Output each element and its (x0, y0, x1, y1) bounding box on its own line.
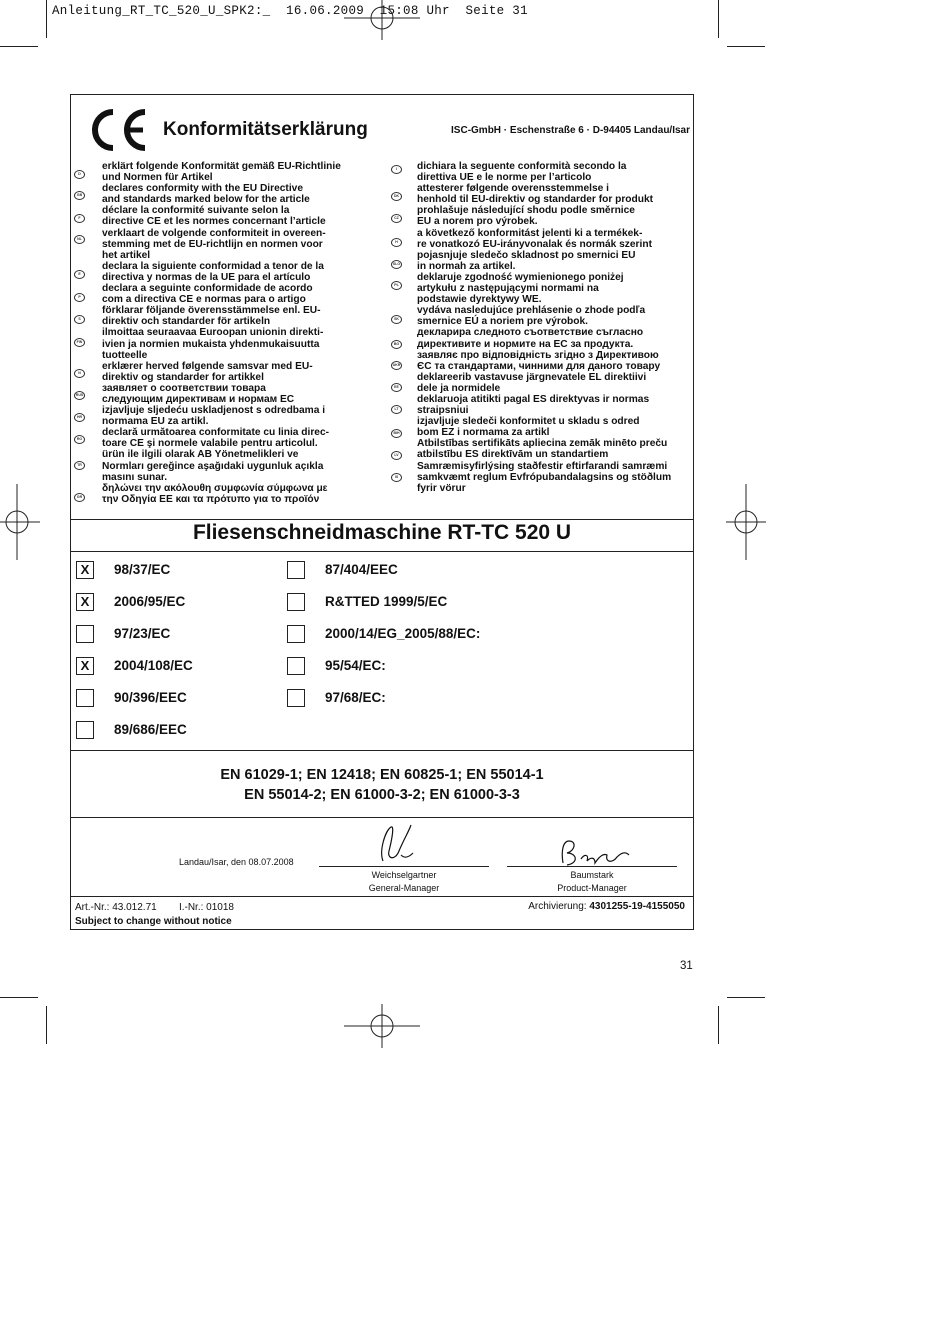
language-code-badge: CZ (391, 214, 402, 223)
registration-mark-top (344, 0, 420, 40)
declaration-line: заявляє про відповідність згідно з Директивою (417, 349, 659, 361)
language-code-badge: N (74, 369, 85, 378)
language-code-badge: RO (74, 435, 85, 444)
declaration-line: artykułu z następującymi normami na (417, 283, 599, 295)
language-code-badge: S (74, 315, 85, 324)
language-code-badge: HR (74, 413, 85, 422)
directive-label: 90/396/EEC (114, 690, 187, 705)
declaration-line: δηλώνει την ακόλουθη συμφωνία σύμφωνα με (102, 482, 328, 494)
declaration-line: Normları gereğince aşağıdaki uygunluk açıkla (102, 460, 324, 472)
language-code-badge: DK (391, 192, 402, 201)
language-code-badge: IS (391, 473, 402, 482)
declaration-line: straipsniui (417, 405, 469, 417)
directive-label: 97/23/EC (114, 626, 171, 641)
signer-2 (507, 869, 677, 894)
archive-info (528, 901, 685, 912)
language-code-badge: FIN (74, 338, 85, 347)
language-code-badge: EE (391, 383, 402, 392)
ce-mark-icon (85, 107, 149, 153)
declaration-line: erklärt folgende Konformität gemäß EU-Richtlinie (102, 161, 341, 172)
signer-1-name: Weichselgartner (371, 870, 437, 880)
directive-label: 87/404/EEC (325, 562, 398, 577)
declaration-line: normama EU za artikl. (102, 416, 209, 428)
declaration-line: следующим директивам и нормам ЕС (102, 393, 295, 405)
directive-label: 97/68/EC: (325, 690, 386, 705)
language-code-badge: I (391, 165, 402, 174)
directive-label: 95/54/EC: (325, 658, 386, 673)
language-code-badge: GR (74, 493, 85, 502)
declaration-line: директивите и нормите на ЕС за продукта. (417, 338, 634, 350)
directive-label: 2004/108/EC (114, 658, 193, 673)
language-code-badge: SK (391, 315, 402, 324)
declaration-line: podstawie dyrektywy WE. (417, 294, 542, 306)
directive-checkbox (76, 689, 94, 707)
declaration-line: re vonatkozó EU-irányvonalak és normák szerint (417, 238, 652, 250)
registration-mark-right (726, 484, 766, 560)
directive-label: 89/686/EEC (114, 722, 187, 737)
print-header: Anleitung_RT_TC_520_U_SPK2:_ 16.06.2009 15:08 Uhr Seite 31 (52, 4, 528, 18)
declaration-line: ivien ja normien mukaista yhdenmukaisuutta (102, 338, 320, 350)
directive-checkbox (287, 561, 305, 579)
declaration-line: fyrir vörur (417, 482, 466, 494)
declaration-line: direttiva UE e le norme per l’articolo (417, 172, 592, 184)
registration-mark-bottom (344, 1004, 420, 1048)
directive-checkbox: X (76, 561, 94, 579)
language-code-badge: E (74, 270, 85, 279)
language-code-badge: D (74, 170, 85, 179)
declaration-line: заявляет о соответствии товара (102, 382, 266, 394)
language-code-badge: H (391, 238, 402, 247)
harmonized-standards (71, 765, 693, 805)
declaration-line: masını sunar. (102, 471, 168, 483)
ident-number: I.-Nr.: 01018 (178, 902, 234, 913)
declaration-line: ürün ile ilgili olarak AB Yönetmelikleri ve (102, 449, 299, 461)
declaration-line: vydáva nasledujúce prehlásenie o zhode podľa (417, 305, 646, 317)
declaration-line: direktiv och standarder för artikeln (102, 316, 271, 328)
declaration-line: henhold til EU-direktiv og standarder for produkt (417, 194, 654, 206)
declaration-line: toare CE şi normele valabile pentru articolul. (102, 438, 318, 450)
declaration-line: izjavljuje sljedeću uskladjenost s odredbama i (102, 405, 326, 417)
directive-checkbox (287, 625, 305, 643)
declaration-line: direktiv og standarder for artikkel (102, 371, 264, 383)
declaration-line: pojasnjuje sledečo skladnost po smernici EU (417, 249, 636, 261)
declaration-line: Samræmisyfirlýsing staðfestir eftirfarandi samræmi (417, 460, 668, 472)
signer-1-role: General-Manager (368, 882, 440, 893)
archive-number: 4301255-19-4155050 (589, 901, 685, 912)
declaration-line: deklaruje zgodność wymienionego poniżej (417, 271, 624, 283)
declaration-line: prohlašuje následující shodu podle směrnice (417, 205, 635, 217)
declaration-line: declară următoarea conformitate cu linia direc- (102, 427, 330, 439)
directive-checkbox: X (76, 593, 94, 611)
signature-1-image (361, 821, 431, 871)
language-code-badge: NL (74, 235, 85, 244)
language-code-badge: TR (74, 461, 85, 470)
conformity-declaration (70, 94, 694, 930)
company-address: ISC-GmbH · Eschenstraße 6 · D-94405 Landau/Isar (451, 125, 690, 136)
declaration-line: dichiara la seguente conformità secondo la (417, 161, 627, 172)
directive-checkbox (76, 625, 94, 643)
signer-2-role: Product-Manager (557, 882, 627, 893)
change-notice: Subject to change without notice (75, 915, 232, 927)
declaration-line: deklareerib vastavuse järgnevatele EL direktiivi (417, 371, 647, 383)
declaration-line: tuotteelle (102, 349, 148, 361)
signer-2-name: Baumstark (570, 870, 614, 880)
declaration-line: stemming met de EU-richtlijn en normen voor (102, 238, 323, 250)
directive-checkbox (287, 593, 305, 611)
registration-mark-left (0, 484, 40, 560)
declaration-line: ilmoittaa seuraavaa Euroopan unionin direkti- (102, 327, 324, 339)
document-title: Konformitätserklärung (163, 119, 368, 140)
declaration-line: verklaart de volgende conformiteit in overeen- (102, 227, 326, 239)
product-name: Fliesenschneidmaschine RT-TC 520 U (192, 521, 572, 544)
language-code-badge: LV (391, 451, 402, 460)
declaration-line: com a directiva CE e normas para o artigo (102, 294, 306, 306)
declaration-line: und Normen für Artikel (102, 172, 213, 184)
standards-line-1: EN 61029-1; EN 12418; EN 60825-1; EN 55014-1 (220, 767, 544, 783)
declaration-line: декларира следното съответствие съгласно (417, 327, 644, 339)
directive-checkbox (76, 721, 94, 739)
archive-label: Archivierung: (528, 901, 587, 912)
language-code-badge: PL (391, 281, 402, 290)
language-code-badge: P (74, 293, 85, 302)
article-info (75, 901, 234, 928)
declaration-line: het artikel (102, 249, 151, 261)
declaration-line: deklaruoja atitikti pagal ES direktyvas ir normas (417, 393, 650, 405)
declaration-line: izjavljuje sledeči konformitet u skladu s odred (417, 416, 640, 428)
directive-label: 2000/14/EG_2005/88/EC: (325, 626, 481, 641)
declaration-line: erklærer herved følgende samsvar med EU- (102, 360, 313, 372)
declaration-line: declara la siguiente conformidad a tenor de la (102, 260, 324, 272)
article-number: Art.-Nr.: 43.012.71 (75, 902, 157, 913)
standards-line-2: EN 55014-2; EN 61000-3-2; EN 61000-3-3 (244, 787, 520, 803)
declaration-line: attesterer følgende overensstemmelse i (417, 183, 609, 195)
language-code-badge: GB (74, 191, 85, 200)
language-code-badge: LT (391, 405, 402, 414)
declaration-line: atbilstību ES direktīvām un standartiem (417, 449, 609, 461)
language-code-badge: BIH (391, 429, 402, 438)
language-code-badge: F (74, 214, 85, 223)
declaration-line: ЄС та стандартами, чинними для даного товару (417, 360, 661, 372)
directive-label: 2006/95/EC (114, 594, 186, 609)
declaration-line: directiva y normas de la UE para el artículo (102, 271, 311, 283)
declaration-line: dele ja normidele (417, 382, 501, 394)
declaration-line: την Οδηγία ΕΕ και τα πρότυπο για το προϊόν (102, 493, 320, 505)
language-code-badge: RUS (74, 391, 85, 400)
directive-label: 98/37/EC (114, 562, 171, 577)
declaration-line: a következő konformitást jelenti ki a termékek- (417, 227, 643, 239)
directive-label: R&TTED 1999/5/EC (325, 594, 448, 609)
page-number: 31 (680, 960, 693, 972)
place-date: Landau/Isar, den 08.07.2008 (179, 857, 294, 867)
declaration-line: déclare la conformité suivante selon la (102, 205, 290, 217)
directive-checkbox (287, 657, 305, 675)
declaration-line: and standards marked below for the article (102, 194, 310, 206)
signer-1 (319, 869, 489, 894)
language-code-badge: UKR (391, 361, 402, 370)
declaration-line: declara a seguinte conformidade de acordo (102, 283, 313, 295)
declaration-line: Atbilstības sertifikāts apliecina zemāk minēto preču (417, 438, 668, 450)
directive-checkbox: X (76, 657, 94, 675)
declaration-line: samkvæmt reglum Evfrópubandalagsins og stöðlum (417, 471, 672, 483)
declarations-left-column (102, 161, 402, 505)
declaration-line: smernice EÚ a noriem pre výrobok. (417, 316, 588, 328)
declaration-line: in normah za artikel. (417, 260, 516, 272)
language-code-badge: BG (391, 340, 402, 349)
directive-checkbox (287, 689, 305, 707)
declaration-line: bom EZ i normama za artikl (417, 427, 550, 439)
language-code-badge: SLO (391, 260, 402, 269)
declaration-line: förklarar följande överensstämmelse enl. EU- (102, 305, 321, 317)
declaration-line: directive CE et les normes concernant l’article (102, 216, 326, 228)
declaration-line: EU a norem pro výrobek. (417, 216, 538, 228)
declaration-line: declares conformity with the EU Directive (102, 183, 303, 195)
declarations-right-column (417, 161, 707, 494)
